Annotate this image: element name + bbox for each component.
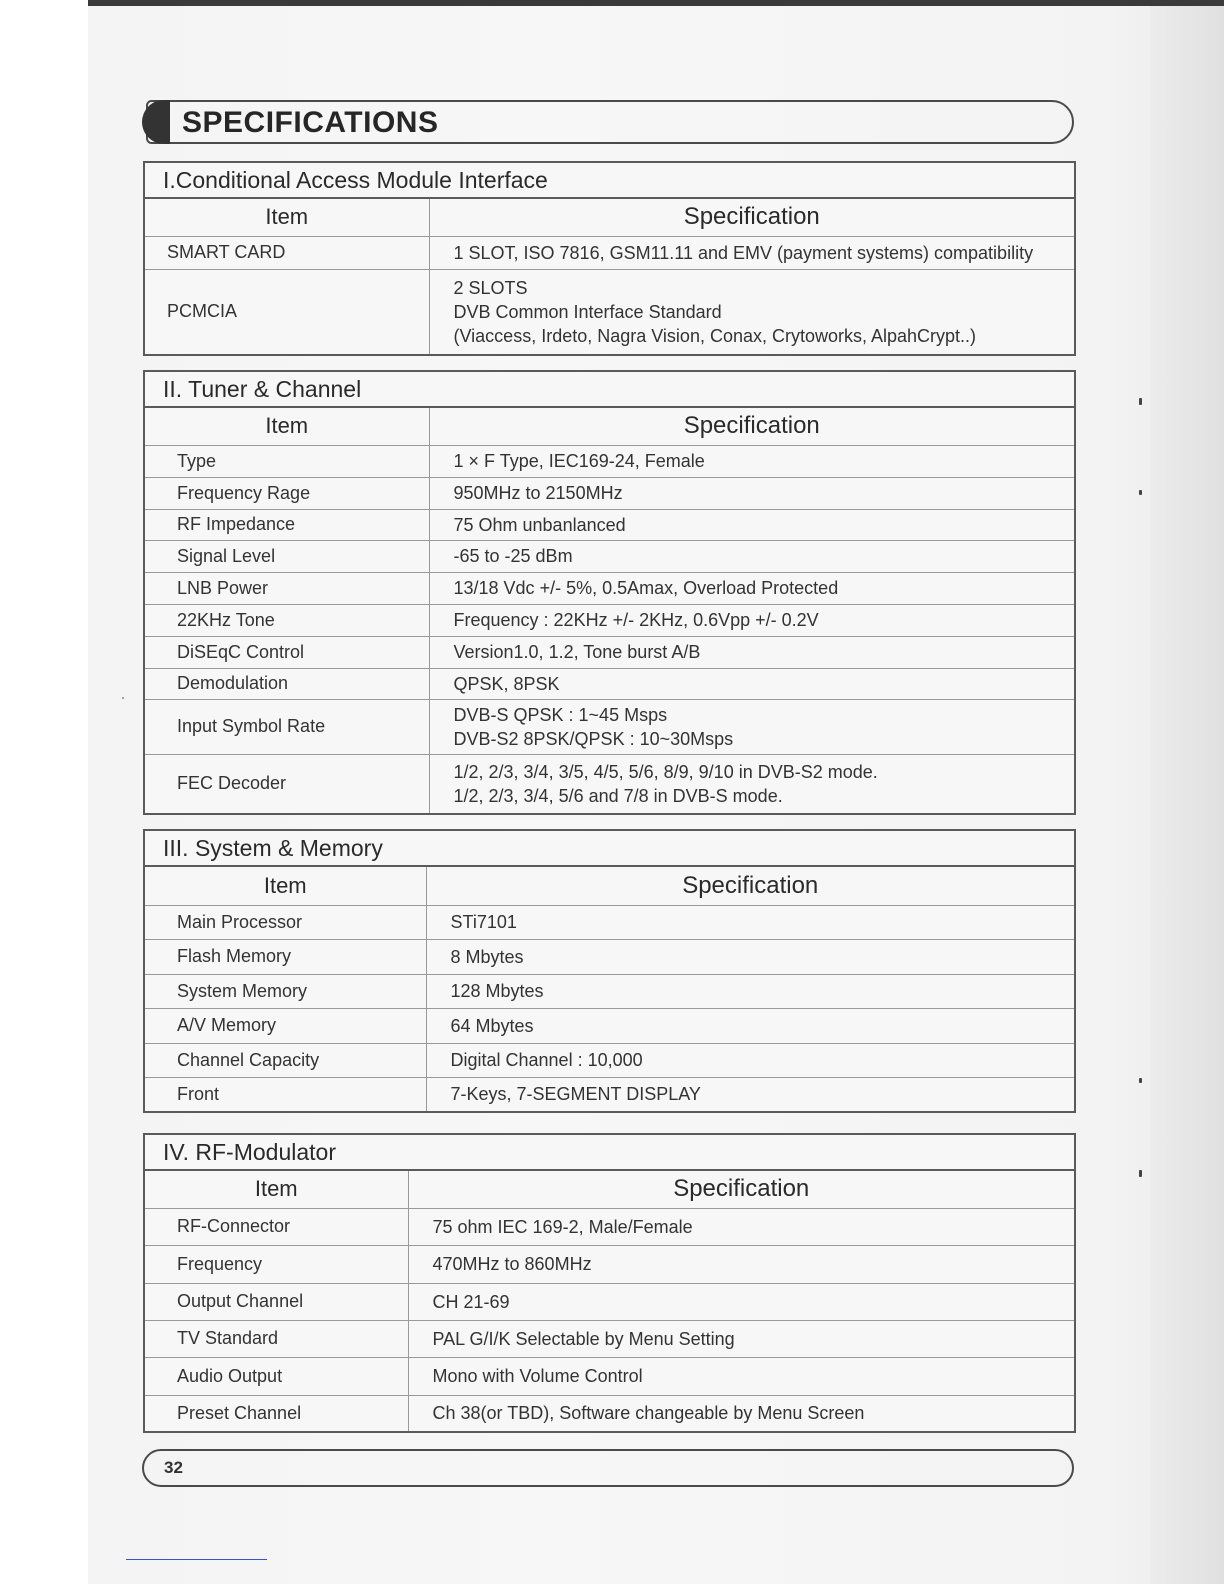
item-cell: System Memory	[144, 974, 426, 1008]
section-title: II. Tuner & Channel	[144, 371, 1075, 407]
table-row	[144, 1283, 1075, 1320]
specification-cell	[429, 699, 1075, 754]
specification-line: DVB-S2 8PSK/QPSK : 10~30Msps	[453, 728, 734, 749]
section-title-row	[144, 162, 1075, 198]
specification-cell	[429, 540, 1075, 572]
specification-line: 470MHz to 860MHz	[432, 1254, 592, 1274]
specification-line: 1/2, 2/3, 3/4, 5/6 and 7/8 in DVB-S mode.	[453, 785, 783, 806]
column-header-item: Item	[144, 198, 429, 236]
item-cell: Signal Level	[144, 540, 429, 572]
specification-cell	[429, 509, 1075, 540]
specification-line: Mono with Volume Control	[432, 1366, 643, 1386]
column-header-specification: Specification	[429, 198, 1075, 236]
table-row	[144, 1395, 1075, 1432]
specification-line: 950MHz to 2150MHz	[453, 483, 623, 503]
item-cell: Main Processor	[144, 905, 426, 939]
item-cell: Frequency Rage	[144, 477, 429, 509]
spec-table	[143, 370, 1076, 815]
section-system-memory	[143, 829, 1076, 1113]
specification-cell	[408, 1245, 1075, 1283]
column-header-specification: Specification	[408, 1170, 1075, 1208]
column-header-item: Item	[144, 407, 429, 445]
specification-cell	[429, 636, 1075, 668]
specification-line: 7-Keys, 7-SEGMENT DISPLAY	[450, 1084, 701, 1105]
specification-line: 75 ohm IEC 169-2, Male/Female	[432, 1216, 693, 1237]
table-row	[144, 1245, 1075, 1283]
specification-cell	[429, 445, 1075, 477]
specification-cell	[408, 1395, 1075, 1432]
table-row	[144, 1008, 1075, 1043]
specification-line: QPSK, 8PSK	[453, 673, 560, 694]
table-row	[144, 1208, 1075, 1245]
specification-cell	[408, 1283, 1075, 1320]
scan-top-edge	[88, 0, 1224, 6]
table-header-row	[144, 1170, 1075, 1208]
section-title-row	[144, 1134, 1075, 1170]
column-header-specification: Specification	[429, 407, 1075, 445]
item-cell: 22KHz Tone	[144, 604, 429, 636]
specification-cell	[429, 572, 1075, 604]
specification-cell	[408, 1208, 1075, 1245]
section-title: I.Conditional Access Module Interface	[144, 162, 1075, 198]
column-header-item: Item	[144, 1170, 408, 1208]
specification-line: 128 Mbytes	[450, 981, 544, 1001]
specification-line: 2 SLOTS	[453, 277, 528, 298]
table-row	[144, 1320, 1075, 1357]
table-row	[144, 699, 1075, 754]
scan-speck	[122, 697, 124, 699]
item-cell: A/V Memory	[144, 1008, 426, 1043]
specification-cell	[426, 905, 1075, 939]
specification-line: -65 to -25 dBm	[453, 546, 573, 566]
item-cell: Audio Output	[144, 1357, 408, 1395]
section-title-row	[144, 371, 1075, 407]
specification-cell	[429, 604, 1075, 636]
table-row	[144, 1357, 1075, 1395]
specification-line: CH 21-69	[432, 1291, 510, 1312]
scan-speck	[1139, 1170, 1142, 1177]
table-row	[144, 1077, 1075, 1112]
item-cell: TV Standard	[144, 1320, 408, 1357]
scan-speck	[1139, 1078, 1142, 1083]
table-row	[144, 604, 1075, 636]
specification-cell	[426, 1043, 1075, 1077]
table-row	[144, 540, 1075, 572]
section-title: III. System & Memory	[144, 830, 1075, 866]
section-conditional-access	[143, 161, 1076, 356]
item-cell: Front	[144, 1077, 426, 1112]
specification-line: 1 × F Type, IEC169-24, Female	[453, 451, 705, 471]
section-title: IV. RF-Modulator	[144, 1134, 1075, 1170]
item-cell: Flash Memory	[144, 939, 426, 974]
spec-table	[143, 161, 1076, 356]
item-cell: Type	[144, 445, 429, 477]
item-cell: Channel Capacity	[144, 1043, 426, 1077]
table-header-row	[144, 407, 1075, 445]
table-row	[144, 509, 1075, 540]
page-footer-bar	[142, 1449, 1074, 1487]
item-cell: RF-Connector	[144, 1208, 408, 1245]
table-row	[144, 477, 1075, 509]
specification-cell	[408, 1357, 1075, 1395]
table-row	[144, 974, 1075, 1008]
table-row	[144, 445, 1075, 477]
item-cell: Output Channel	[144, 1283, 408, 1320]
table-row	[144, 572, 1075, 604]
specification-cell	[426, 974, 1075, 1008]
specification-cell	[426, 939, 1075, 974]
table-row	[144, 236, 1075, 269]
item-cell: Preset Channel	[144, 1395, 408, 1432]
item-cell: Frequency	[144, 1245, 408, 1283]
section-rf-modulator	[143, 1133, 1076, 1433]
left-margin	[0, 0, 88, 1584]
bottom-rule	[126, 1559, 267, 1560]
right-page-shadow	[1150, 6, 1224, 1584]
item-cell: FEC Decoder	[144, 754, 429, 814]
scan-speck	[1139, 490, 1142, 495]
table-row	[144, 636, 1075, 668]
specification-line: 75 Ohm unbanlanced	[453, 514, 626, 535]
specification-cell	[429, 269, 1075, 355]
section-tuner-channel	[143, 370, 1076, 815]
item-cell: Input Symbol Rate	[144, 699, 429, 754]
specification-line: 13/18 Vdc +/- 5%, 0.5Amax, Overload Protected	[453, 578, 839, 598]
specification-line: Digital Channel : 10,000	[450, 1050, 643, 1070]
specification-line: 1 SLOT, ISO 7816, GSM11.11 and EMV (payment systems) compatibility	[453, 242, 1034, 263]
specification-line: STi7101	[450, 912, 517, 932]
specification-cell	[429, 477, 1075, 509]
specification-cell	[426, 1008, 1075, 1043]
table-row	[144, 905, 1075, 939]
specification-line: DVB Common Interface Standard	[453, 301, 722, 322]
specification-cell	[429, 236, 1075, 269]
table-row	[144, 269, 1075, 355]
item-cell: SMART CARD	[144, 236, 429, 269]
specification-line: 64 Mbytes	[450, 1015, 534, 1036]
spec-table	[143, 829, 1076, 1113]
page-title: SPECIFICATIONS	[182, 106, 439, 139]
specification-line: Frequency : 22KHz +/- 2KHz, 0.6Vpp +/- 0.2V	[453, 610, 819, 630]
page-number: 32	[164, 1458, 183, 1477]
item-cell: DiSEqC Control	[144, 636, 429, 668]
specification-cell	[426, 1077, 1075, 1112]
item-cell: Demodulation	[144, 668, 429, 699]
table-row	[144, 939, 1075, 974]
specification-line: (Viaccess, Irdeto, Nagra Vision, Conax, Crytoworks, AlpahCrypt..)	[453, 325, 977, 346]
specification-line: PAL G/I/K Selectable by Menu Setting	[432, 1328, 735, 1349]
specification-cell	[429, 754, 1075, 814]
table-header-row	[144, 198, 1075, 236]
section-title-row	[144, 830, 1075, 866]
specification-line: 1/2, 2/3, 3/4, 3/5, 4/5, 5/6, 8/9, 9/10 in DVB-S2 mode.	[453, 761, 878, 782]
table-row	[144, 668, 1075, 699]
specification-line: DVB-S QPSK : 1~45 Msps	[453, 704, 668, 725]
column-header-specification: Specification	[426, 866, 1075, 905]
specification-cell	[408, 1320, 1075, 1357]
table-header-row	[144, 866, 1075, 905]
specification-line: Version1.0, 1.2, Tone burst A/B	[453, 642, 701, 662]
column-header-item: Item	[144, 866, 426, 905]
scan-speck	[1139, 398, 1142, 405]
spec-table	[143, 1133, 1076, 1433]
table-row	[144, 754, 1075, 814]
specification-line: 8 Mbytes	[450, 946, 524, 967]
item-cell: RF Impedance	[144, 509, 429, 540]
specification-line: Ch 38(or TBD), Software changeable by Menu Screen	[432, 1403, 865, 1424]
table-row	[144, 1043, 1075, 1077]
specification-cell	[429, 668, 1075, 699]
item-cell: LNB Power	[144, 572, 429, 604]
item-cell: PCMCIA	[144, 269, 429, 355]
